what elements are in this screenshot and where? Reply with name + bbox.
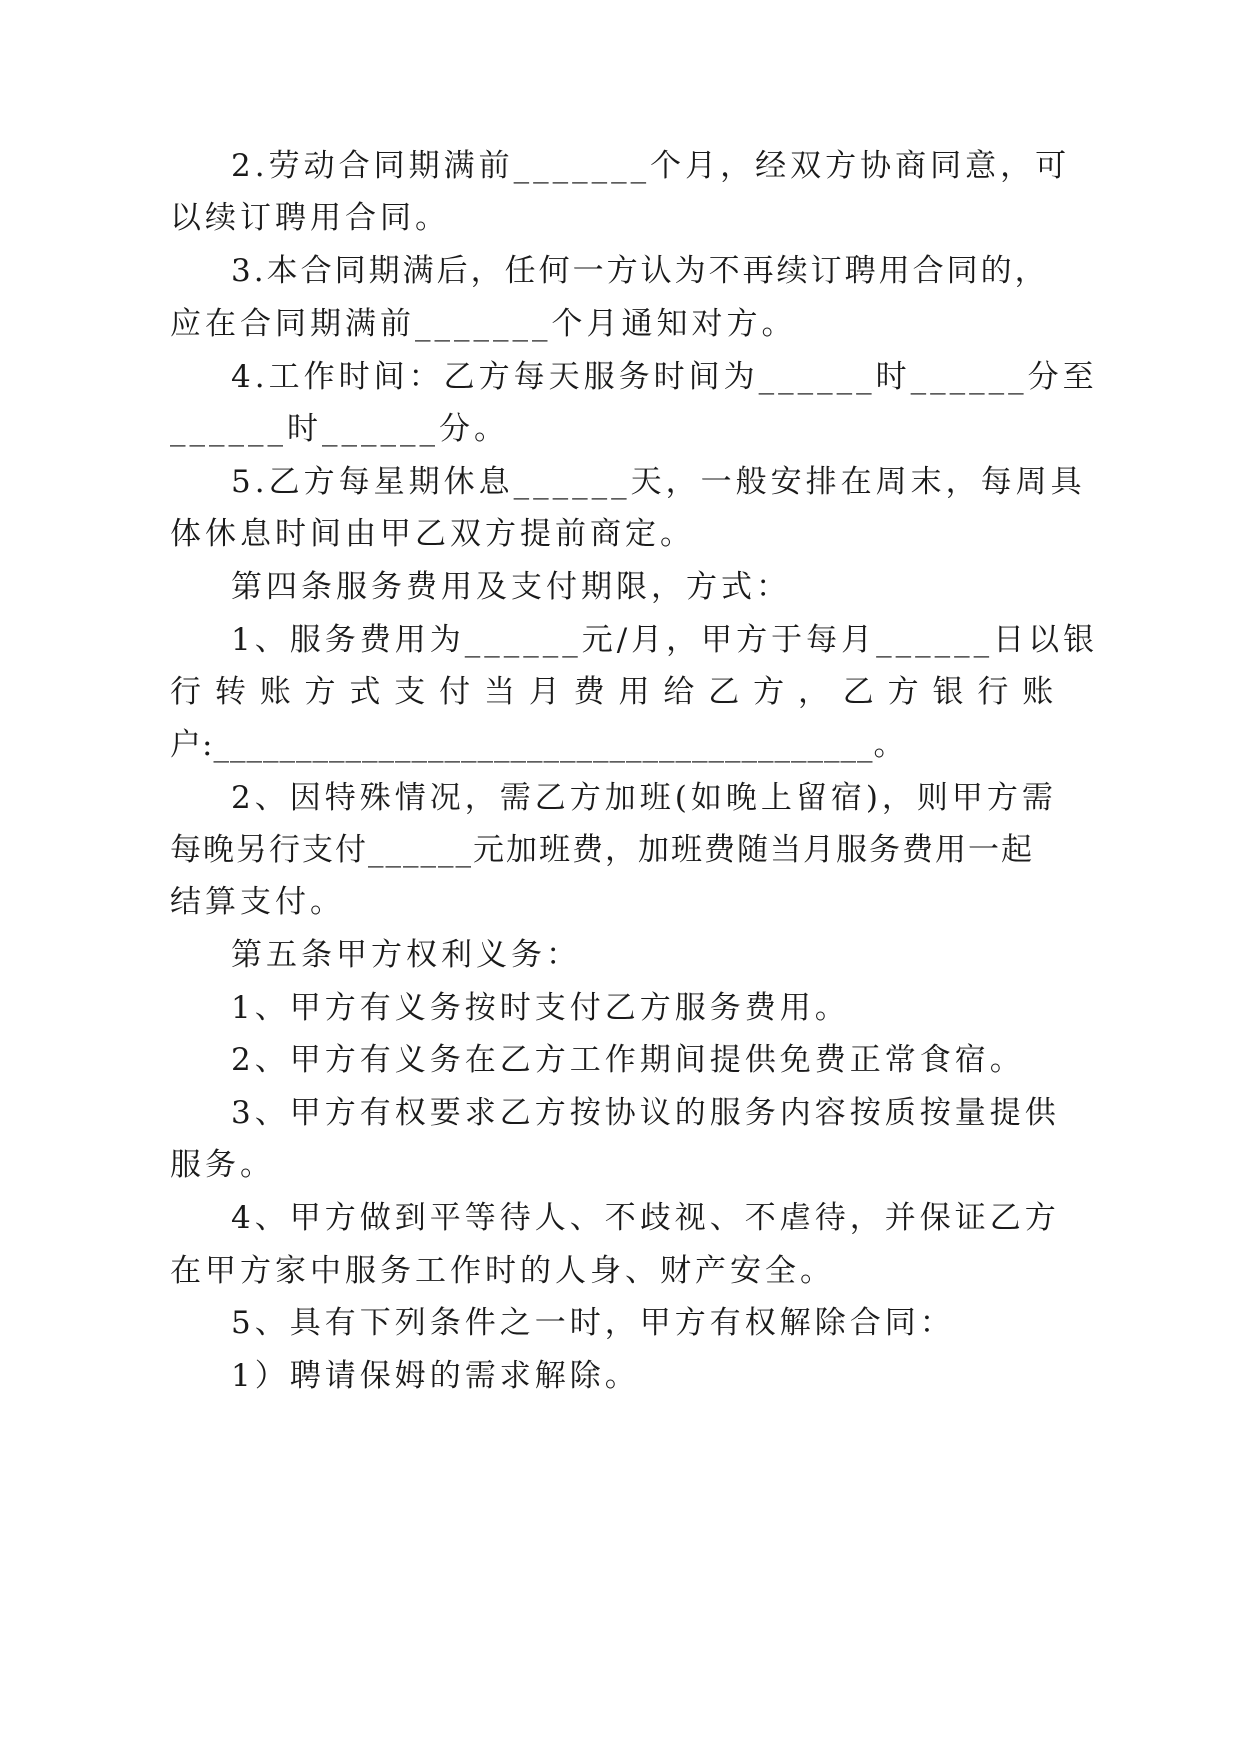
text-line: 结算支付。 xyxy=(170,884,345,920)
text-line: 应在合同期满前_______个月通知对方。 xyxy=(170,306,797,342)
text-line: 3、甲方有权要求乙方按协议的服务内容按质按量提供 xyxy=(231,1095,1060,1131)
text-line: 体休息时间由甲乙双方提前商定。 xyxy=(170,516,695,552)
text-line: 行 转 账 方 式 支 付 当 月 费 用 给 乙 方 ， 乙 方 银 行 账 xyxy=(170,674,1056,710)
text-line: 5、具有下列条件之一时，甲方有权解除合同： xyxy=(231,1305,955,1341)
text-line: 在甲方家中服务工作时的人身、财产安全。 xyxy=(170,1253,835,1289)
text-line: 2.劳动合同期满前_______个月，经双方协商同意，可 xyxy=(231,148,1071,184)
text-line: 4、甲方做到平等待人、不歧视、不虐待，并保证乙方 xyxy=(231,1200,1060,1236)
text-line: 3.本合同期满后，任何一方认为不再续订聘用合同的， xyxy=(231,253,1049,289)
text-line: 户:________________________________________。 xyxy=(170,727,906,763)
text-line: 服务。 xyxy=(170,1147,275,1183)
text-line: 1）聘请保姆的需求解除。 xyxy=(231,1358,640,1394)
text-line: 1、甲方有义务按时支付乙方服务费用。 xyxy=(231,990,850,1026)
text-line: 第四条服务费用及支付期限，方式： xyxy=(231,569,791,605)
text-line: 2、甲方有义务在乙方工作期间提供免费正常食宿。 xyxy=(231,1042,1025,1078)
text-line: 2、因特殊情况，需乙方加班(如晚上留宿)，则甲方需 xyxy=(231,780,1057,816)
text-line: 4.工作时间：乙方每天服务时间为______时______分至 xyxy=(231,359,1098,395)
text-line: 5.乙方每星期休息______天，一般安排在周末，每周具 xyxy=(231,464,1086,500)
text-line: 以续订聘用合同。 xyxy=(170,200,450,236)
text-line: ______时______分。 xyxy=(170,411,509,447)
text-line: 1、服务费用为______元/月，甲方于每月______日以银 xyxy=(231,622,1099,658)
text-line: 第五条甲方权利义务： xyxy=(231,937,581,973)
text-line: 每晚另行支付______元加班费，加班费随当月服务费用一起 xyxy=(170,832,1034,868)
